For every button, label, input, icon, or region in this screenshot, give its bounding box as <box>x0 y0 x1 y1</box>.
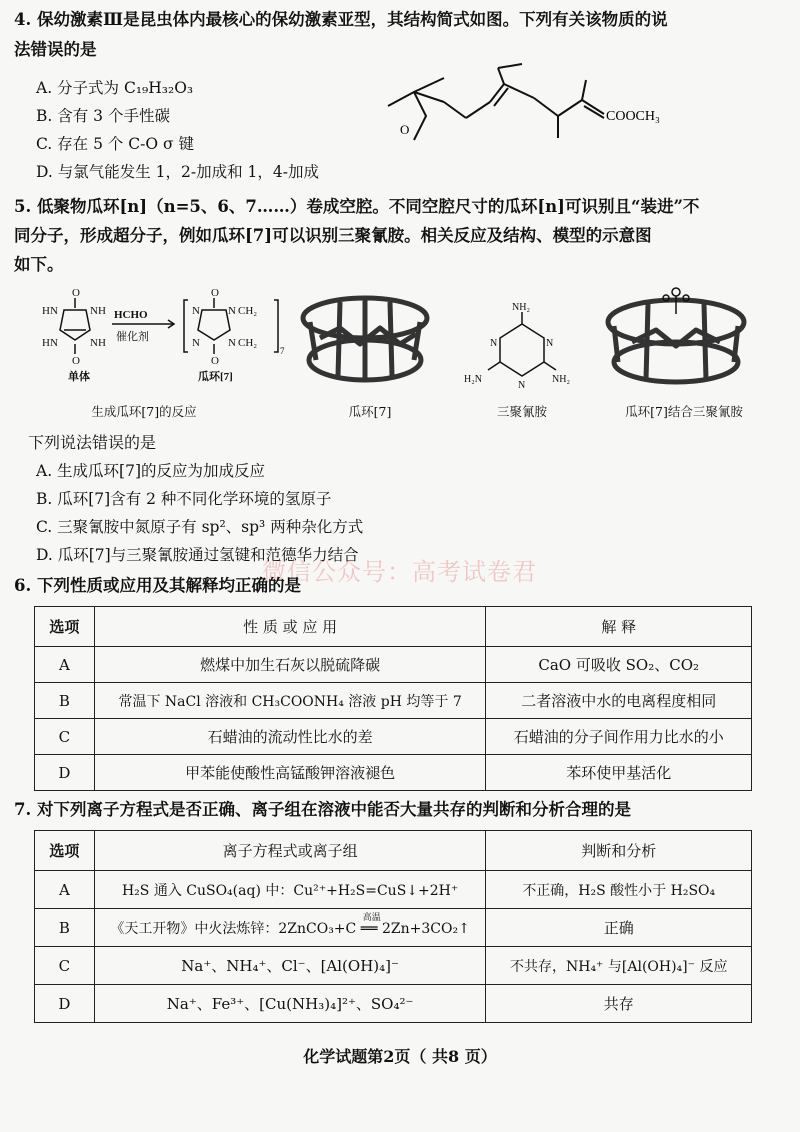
table-row <box>35 719 752 755</box>
q5-stem-line1: 5. 低聚物瓜环[n]（n=5、6、7……）卷成空腔。不同空腔尺寸的瓜环[n]可识别且“装进”不 <box>14 197 700 216</box>
q6-row-d-property: 甲苯能使酸性高锰酸钾溶液褪色 <box>94 755 486 791</box>
q6-header-option: 选项 <box>35 607 95 647</box>
q4-option-a: A. 分子式为 C₁₉H₃₂O₃ <box>36 79 194 97</box>
q6-row-d-explanation: 苯环使甲基活化 <box>486 755 752 791</box>
table-header-row <box>35 607 752 647</box>
melamine-n-2: N <box>490 338 498 349</box>
q4-option-d: D. 与氯气能发生 1，2-加成和 1，4-加成 <box>36 163 320 181</box>
q5-prompt: 下列说法错误的是 <box>28 433 157 452</box>
q6-row-b-property: 常温下 NaCl 溶液和 CH₃COONH₄ 溶液 pH 均等于 7 <box>94 683 486 719</box>
q7-table <box>34 830 752 1023</box>
epoxide-oxygen: O <box>400 122 410 137</box>
melamine-structure <box>462 300 582 392</box>
ester-group-label: COOCH₃ <box>606 109 660 124</box>
q6-row-d-option: D <box>35 755 95 791</box>
q6-row-c-property: 石蜡油的流动性比水的差 <box>94 719 486 755</box>
q7-header-option: 选项 <box>35 831 95 871</box>
reagent-catalyst: 催化剂 <box>116 331 149 343</box>
table-row <box>35 755 752 791</box>
repeat-subscript: 7 <box>280 346 285 356</box>
product-o-bottom: O <box>211 355 219 367</box>
q6-row-a-property: 燃煤中加生石灰以脱硫降碳 <box>94 647 486 683</box>
q7-row-c-equation: Na⁺、NH₄⁺、Cl⁻、[Al(OH)₄]⁻ <box>94 947 486 985</box>
host-guest-complex-model <box>596 284 756 390</box>
cucurbituril-model <box>290 288 440 388</box>
table-row <box>35 985 752 1023</box>
table-row <box>35 947 752 985</box>
product-label: 瓜环[7] <box>198 371 233 383</box>
q6-row-a-explanation: CaO 可吸收 SO₂、CO₂ <box>486 647 752 683</box>
monomer-hn-1: HN <box>42 305 58 317</box>
q7-row-d-judgment: 共存 <box>486 985 752 1023</box>
q4-option-c: C. 存在 5 个 C-O σ 键 <box>36 135 195 153</box>
caption-cucurbituril: 瓜环[7] <box>348 404 392 419</box>
melamine-nh2-right: NH₂ <box>552 374 570 385</box>
q6-row-a-option: A <box>35 647 95 683</box>
caption-complex: 瓜环[7]结合三聚氰胺 <box>625 404 743 419</box>
product-ch2-2: CH₂ <box>238 337 258 349</box>
q5-stem-line3: 如下。 <box>14 255 64 274</box>
q7-row-d-option: D <box>35 985 95 1023</box>
monomer-hn-2: HN <box>42 337 58 349</box>
q7-row-a-equation: H₂S 通入 CuSO₄(aq) 中：Cu²⁺+H₂S=CuS↓+2H⁺ <box>94 871 486 909</box>
product-ch2-1: CH₂ <box>238 305 258 317</box>
reaction-condition: 高温 <box>362 913 381 923</box>
q7-row-b-option: B <box>35 909 95 947</box>
product-n-2: N <box>228 305 236 317</box>
q6-stem: 6. 下列性质或应用及其解释均正确的是 <box>14 576 301 595</box>
table-header-row <box>35 831 752 871</box>
q4-option-b: B. 含有 3 个手性碳 <box>36 107 170 125</box>
q7-header-judgment: 判断和分析 <box>486 831 752 871</box>
juvenile-hormone-structure <box>374 58 694 178</box>
table-row <box>35 683 752 719</box>
monomer-o-bottom: O <box>72 355 80 367</box>
q6-header-explanation: 解 释 <box>486 607 752 647</box>
table-row <box>35 647 752 683</box>
table-row <box>35 871 752 909</box>
q4-stem-line2: 法错误的是 <box>14 40 97 59</box>
page-footer: 化学试题第2页（ 共8 页） <box>303 1047 497 1066</box>
watermark: 微信公众号：高考试卷君 <box>262 558 537 586</box>
q6-row-c-option: C <box>35 719 95 755</box>
q7-row-c-judgment: 不共存，NH₄⁺ 与[Al(OH)₄]⁻ 反应 <box>486 947 752 985</box>
melamine-n-1: N <box>546 338 554 349</box>
q7-row-a-option: A <box>35 871 95 909</box>
melamine-n-3: N <box>518 380 526 391</box>
reaction-scheme <box>28 284 300 384</box>
q7-row-a-judgment: 不正确，H₂S 酸性小于 H₂SO₄ <box>486 871 752 909</box>
product-n-1: N <box>192 305 200 317</box>
q4-stem-line1: 4. 保幼激素Ⅲ是昆虫体内最核心的保幼激素亚型，其结构简式如图。下列有关该物质的说 <box>14 10 668 29</box>
q7-row-d-equation: Na⁺、Fe³⁺、[Cu(NH₃)₄]²⁺、SO₄²⁻ <box>94 985 486 1023</box>
q7-stem: 7. 对下列离子方程式是否正确、离子组在溶液中能否大量共存的判断和分析合理的是 <box>14 800 631 819</box>
q5-stem-line2: 同分子，形成超分子，例如瓜环[7]可以识别三聚氰胺。相关反应及结构、模型的示意图 <box>14 226 652 245</box>
q6-row-b-option: B <box>35 683 95 719</box>
q7-row-c-option: C <box>35 947 95 985</box>
q6-table <box>34 606 752 791</box>
q6-row-c-explanation: 石蜡油的分子间作用力比水的小 <box>486 719 752 755</box>
caption-reaction: 生成瓜环[7]的反应 <box>91 404 197 419</box>
q7-row-b-judgment: 正确 <box>486 909 752 947</box>
monomer-o-top: O <box>72 287 80 299</box>
table-row <box>35 909 752 947</box>
q5-option-b: B. 瓜环[7]含有 2 种不同化学环境的氢原子 <box>36 490 332 508</box>
caption-melamine: 三聚氰胺 <box>496 404 547 419</box>
q5-option-d: D. 瓜环[7]与三聚氰胺通过氢键和范德华力结合 <box>36 546 359 564</box>
product-o-top: O <box>211 287 219 299</box>
q7-row-b-equation-cell <box>94 909 486 947</box>
product-n-4: N <box>228 337 236 349</box>
reagent-hcho: HCHO <box>114 309 148 321</box>
melamine-nh2-top: NH₂ <box>512 302 530 313</box>
monomer-nh-1: NH <box>90 305 106 317</box>
product-n-3: N <box>192 337 200 349</box>
q7-header-equation: 离子方程式或离子组 <box>94 831 486 871</box>
melamine-h2n: H₂N <box>464 374 482 385</box>
q5-option-c: C. 三聚氰胺中氮原子有 sp²、sp³ 两种杂化方式 <box>36 518 364 536</box>
monomer-label: 单体 <box>68 371 90 383</box>
q7-row-b-equation: 《天工开物》中火法炼锌：2ZnCO₃+C ══ 2Zn+3CO₂↑ <box>110 920 470 937</box>
q6-header-property: 性 质 或 应 用 <box>94 607 486 647</box>
q5-option-a: A. 生成瓜环[7]的反应为加成反应 <box>36 462 266 480</box>
q6-row-b-explanation: 二者溶液中水的电离程度相同 <box>486 683 752 719</box>
monomer-nh-2: NH <box>90 337 106 349</box>
